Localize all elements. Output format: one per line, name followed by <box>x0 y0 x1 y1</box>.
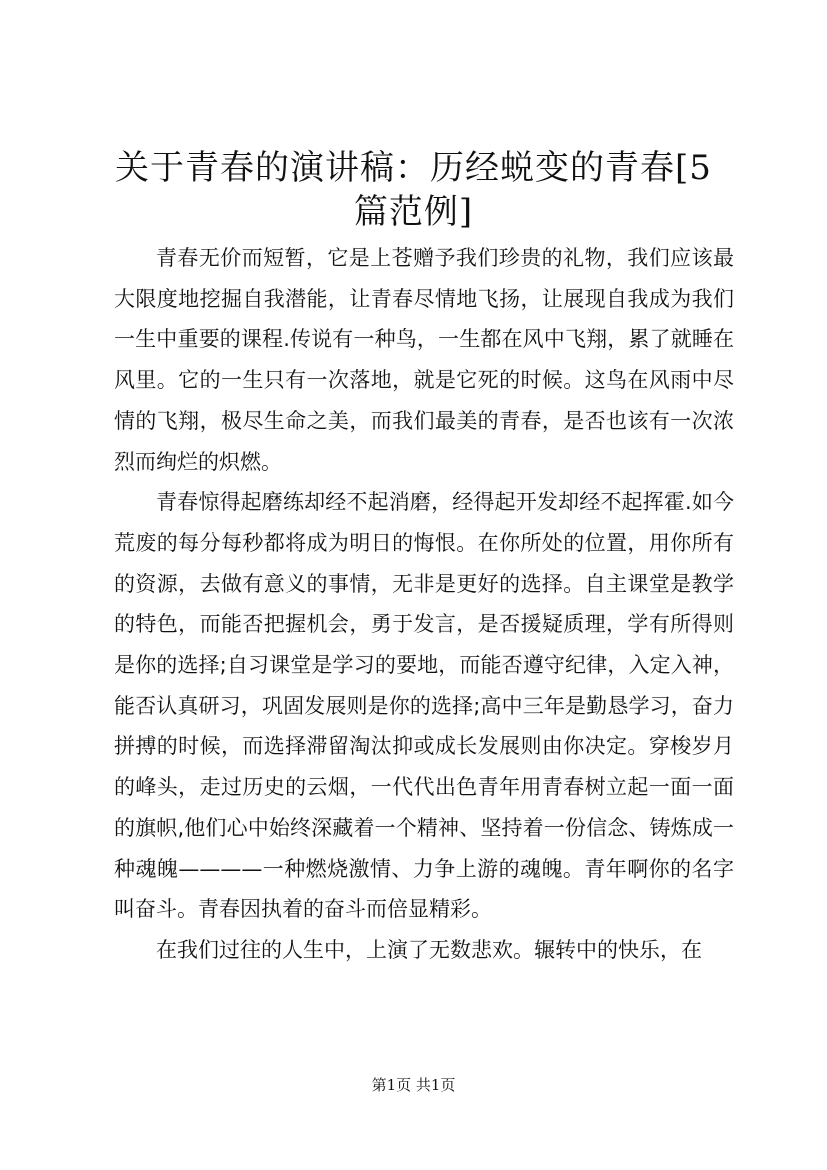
paragraph-3: 在我们过往的人生中，上演了无数悲欢。辗转中的快乐，在 <box>156 937 702 962</box>
document-body <box>114 238 734 971</box>
page-footer: 第1页 共1页 <box>371 1076 456 1094</box>
paragraph-1: 青春无价而短暂，它是上苍赠予我们珍贵的礼物，我们应该最大限度地挖掘自我潜能，让青春尽情地飞扬，让展现自我成为我们一生中重要的课程.传说有一种鸟，一生都在风中飞翔，累了就睡在风里。它的一生只有一次落地，就是它死的时候。这鸟在风雨中尽情的飞翔，极尽生命之美，而我们最美的青春，是否也该有一次浓烈而绚烂的炽燃。 <box>114 246 734 474</box>
document-title: 关于青春的演讲稿：历经蜕变的青春[5篇范例] <box>115 148 712 232</box>
paragraph-2: 青春惊得起磨练却经不起消磨，经得起开发却经不起挥霍.如今荒废的每分每秒都将成为明日的悔恨。在你所处的位置，用你所有的资源，去做有意义的事情，无非是更好的选择。自主课堂是教学的特色，而能否把握机会，勇于发言，是否援疑质理，学有所得则是你的选择;自习课堂是学习的要地，而能否遵守纪律，入定入神，能否认真研习，巩固发展则是你的选择;高中三年是勤恳学习，奋力拼搏的时候，而选择滞留淘汰抑或成长发展则由你决定。穿梭岁月的峰头，走过历史的云烟，一代代出色青年用青春树立起一面一面的旗帜,他们心中始终深藏着一个精神、坚持着一份信念、铸炼成一种魂魄————一种燃烧激情、力争上游的魂魄。青年啊你的名字叫奋斗。青春因执着的奋斗而倍显精彩。 <box>114 490 734 922</box>
